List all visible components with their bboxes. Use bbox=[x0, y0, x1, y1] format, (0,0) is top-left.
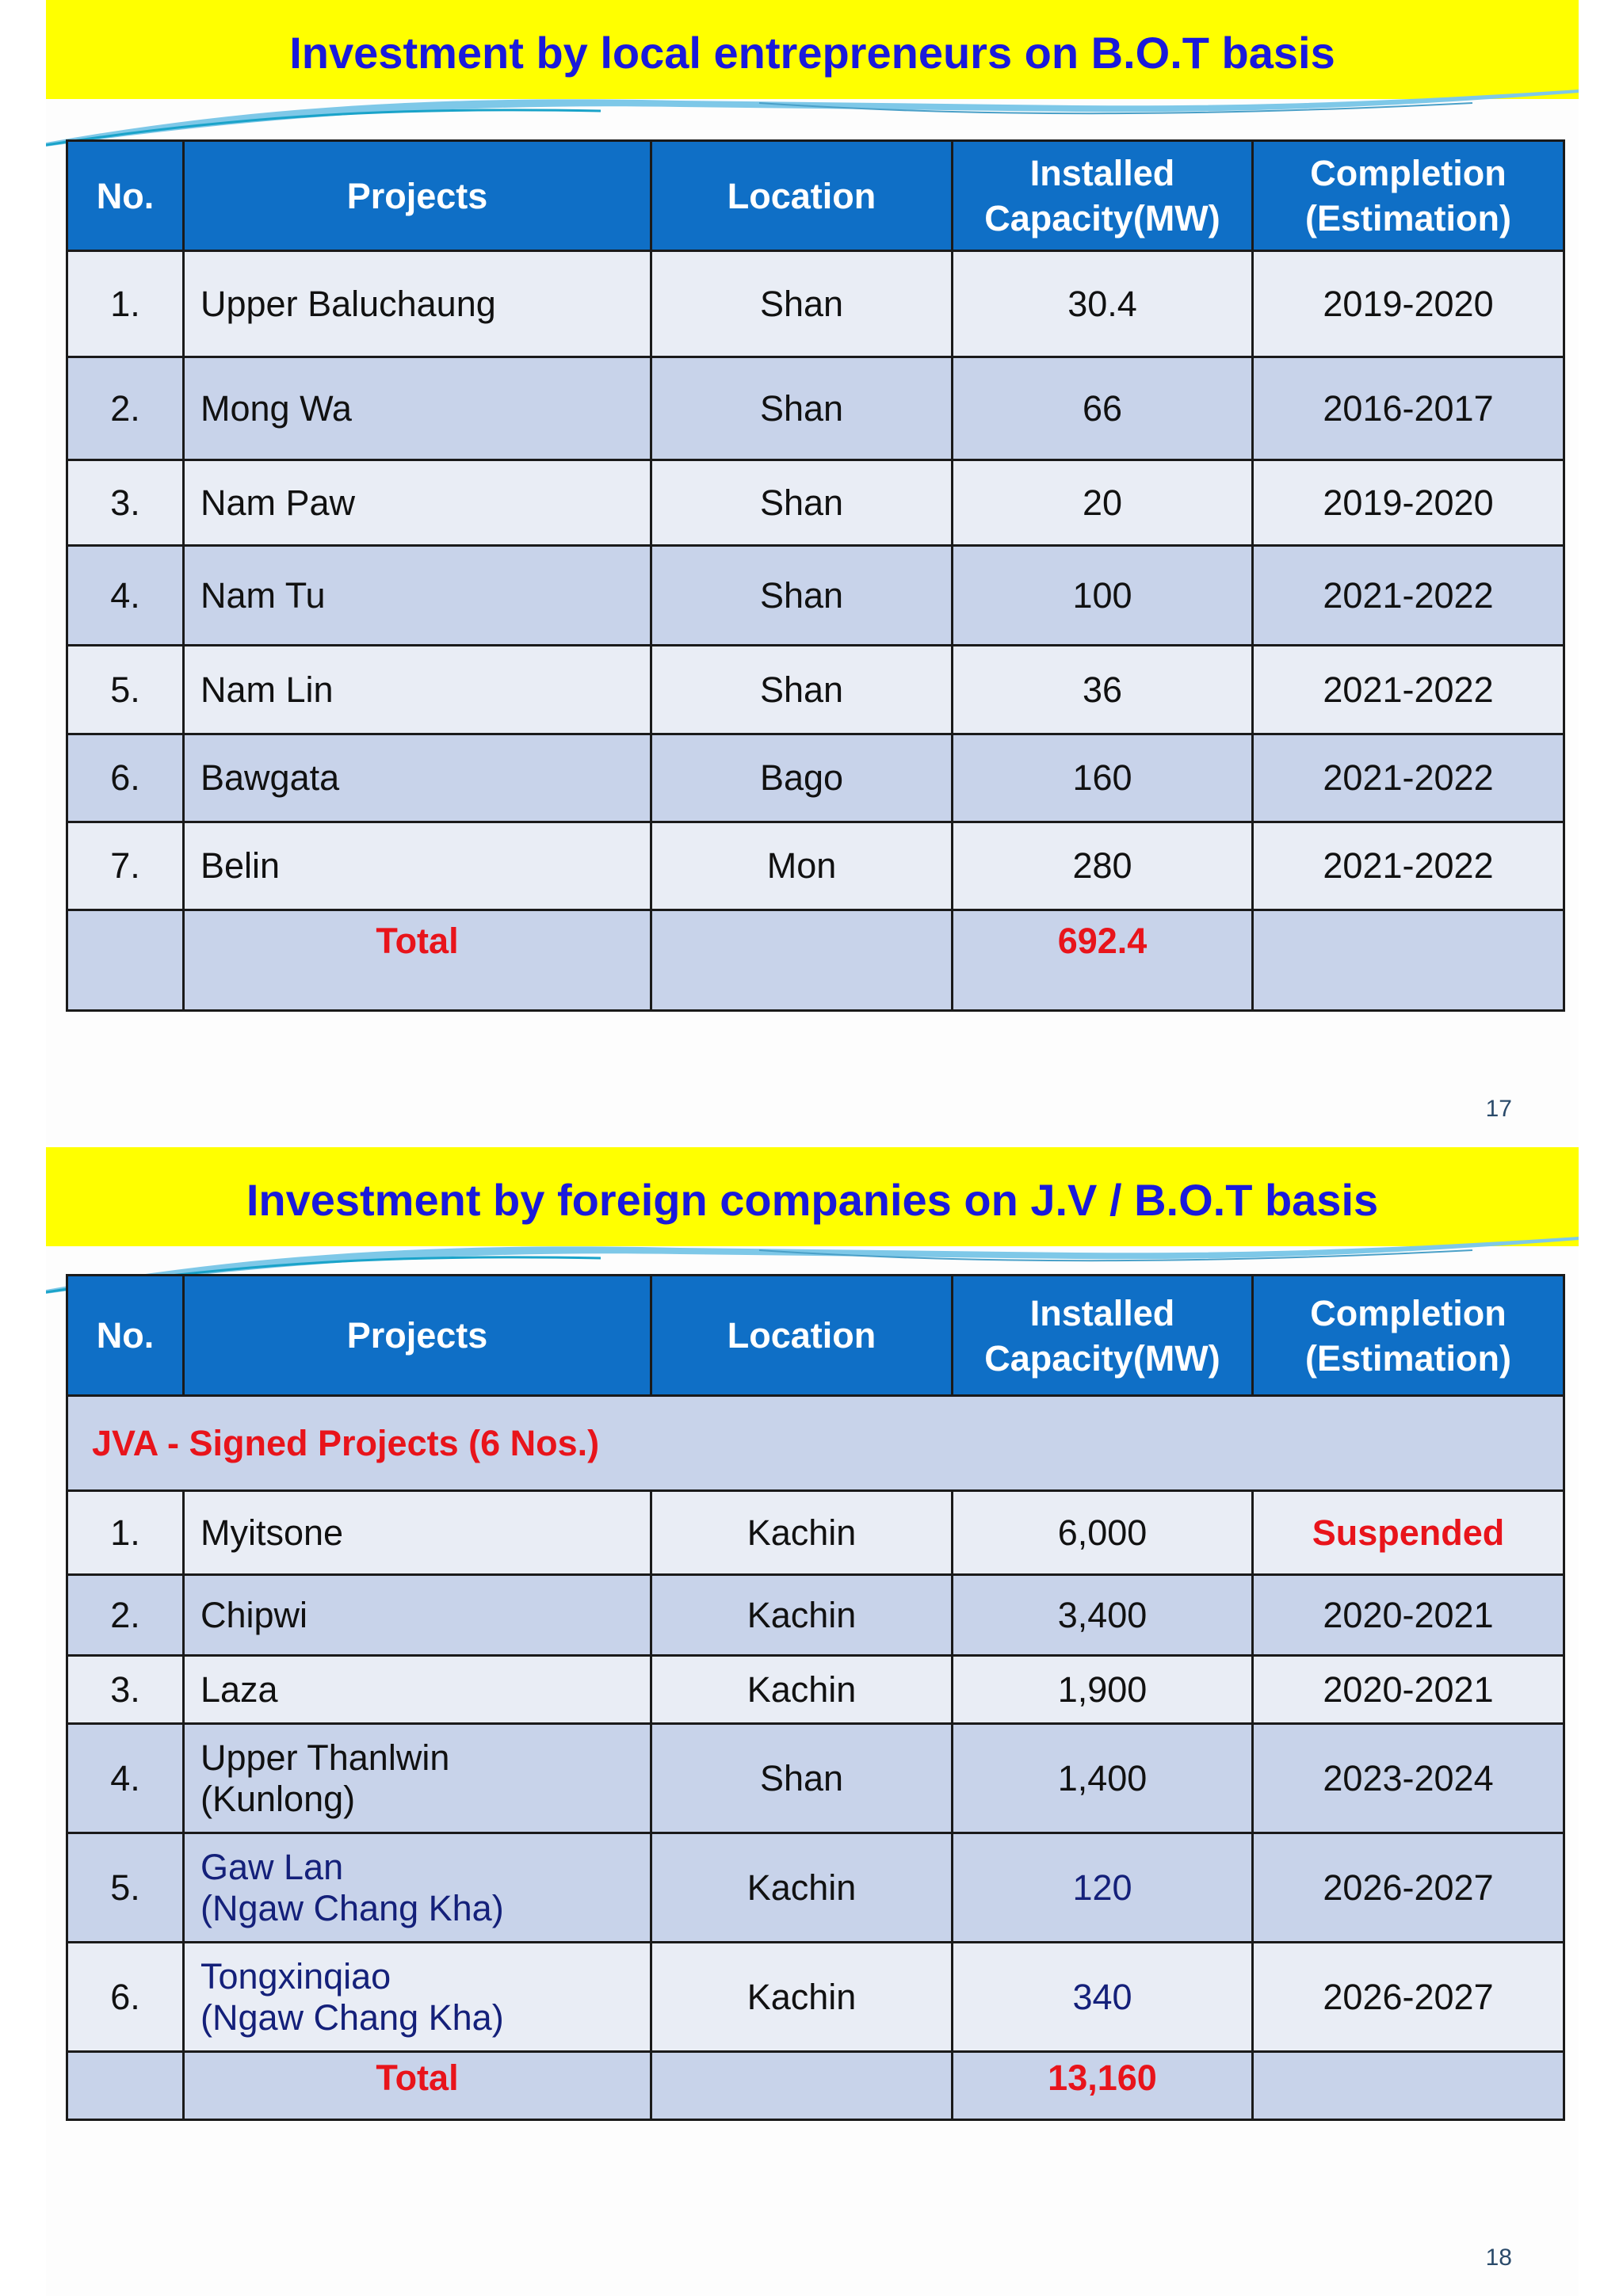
col-header-location: Location bbox=[651, 1276, 953, 1396]
row-completion: 2023-2024 bbox=[1253, 1724, 1564, 1833]
row-completion: 2021-2022 bbox=[1253, 822, 1564, 910]
row-completion: 2020-2021 bbox=[1253, 1575, 1564, 1656]
total-row bbox=[67, 2052, 1564, 2120]
table-row bbox=[67, 460, 1564, 546]
total-no-cell bbox=[67, 2052, 184, 2120]
row-location: Kachin bbox=[651, 1833, 953, 1943]
row-location: Kachin bbox=[651, 1575, 953, 1656]
table-row bbox=[67, 1943, 1564, 2052]
row-location: Mon bbox=[651, 822, 953, 910]
row-project: Myitsone bbox=[184, 1491, 651, 1575]
row-capacity: 280 bbox=[953, 822, 1253, 910]
row-no: 5. bbox=[67, 1833, 184, 1943]
row-capacity: 30.4 bbox=[953, 251, 1253, 357]
col-header-capacity: Installed Capacity(MW) bbox=[953, 141, 1253, 251]
table-header-row bbox=[67, 141, 1564, 251]
row-completion: 2021-2022 bbox=[1253, 646, 1564, 734]
row-location: Shan bbox=[651, 546, 953, 646]
group-row bbox=[67, 1396, 1564, 1491]
slide-title: Investment by foreign companies on J.V / B.O.T basis bbox=[246, 1175, 1379, 1225]
table-row bbox=[67, 1575, 1564, 1656]
row-location: Shan bbox=[651, 460, 953, 546]
row-location: Bago bbox=[651, 734, 953, 822]
row-no: 3. bbox=[67, 1656, 184, 1724]
row-capacity: 160 bbox=[953, 734, 1253, 822]
row-no: 6. bbox=[67, 734, 184, 822]
row-project: Mong Wa bbox=[184, 357, 651, 460]
row-no: 5. bbox=[67, 646, 184, 734]
row-capacity: 3,400 bbox=[953, 1575, 1253, 1656]
row-project: Laza bbox=[184, 1656, 651, 1724]
row-capacity: 66 bbox=[953, 357, 1253, 460]
row-location: Kachin bbox=[651, 1491, 953, 1575]
table-row bbox=[67, 357, 1564, 460]
table-row bbox=[67, 822, 1564, 910]
total-location-cell bbox=[651, 2052, 953, 2120]
total-value: 13,160 bbox=[953, 2052, 1253, 2120]
row-location: Shan bbox=[651, 251, 953, 357]
row-project: Nam Tu bbox=[184, 546, 651, 646]
table-header-row bbox=[67, 1276, 1564, 1396]
row-no: 2. bbox=[67, 357, 184, 460]
col-header-no: No. bbox=[67, 141, 184, 251]
table-row bbox=[67, 734, 1564, 822]
row-no: 2. bbox=[67, 1575, 184, 1656]
row-capacity: 36 bbox=[953, 646, 1253, 734]
page-number: 17 bbox=[1485, 1096, 1512, 1122]
row-completion: 2021-2022 bbox=[1253, 546, 1564, 646]
slide-17 bbox=[46, 0, 1579, 1145]
row-project bbox=[184, 1943, 651, 2052]
row-completion: 2019-2020 bbox=[1253, 251, 1564, 357]
row-location: Shan bbox=[651, 1724, 953, 1833]
row-no: 1. bbox=[67, 1491, 184, 1575]
row-capacity: 100 bbox=[953, 546, 1253, 646]
row-no: 6. bbox=[67, 1943, 184, 2052]
col-header-capacity: Installed Capacity(MW) bbox=[953, 1276, 1253, 1396]
row-completion: 2026-2027 bbox=[1253, 1943, 1564, 2052]
col-header-no: No. bbox=[67, 1276, 184, 1396]
col-header-projects: Projects bbox=[184, 141, 651, 251]
local-bot-table bbox=[66, 139, 1565, 1012]
project-name: Tongxinqiao bbox=[200, 1955, 391, 1997]
row-capacity: 1,400 bbox=[953, 1724, 1253, 1833]
col-header-completion: Completion (Estimation) bbox=[1253, 1276, 1564, 1396]
row-project bbox=[184, 1833, 651, 1943]
foreign-jv-table bbox=[66, 1274, 1565, 2121]
total-location-cell bbox=[651, 910, 953, 1011]
row-completion-status: Suspended bbox=[1253, 1491, 1564, 1575]
row-project: Chipwi bbox=[184, 1575, 651, 1656]
row-completion: 2026-2027 bbox=[1253, 1833, 1564, 1943]
table-row bbox=[67, 251, 1564, 357]
project-subname: (Kunlong) bbox=[200, 1778, 356, 1819]
row-no: 7. bbox=[67, 822, 184, 910]
row-project: Nam Paw bbox=[184, 460, 651, 546]
row-no: 3. bbox=[67, 460, 184, 546]
slide-18 bbox=[46, 1147, 1579, 2296]
row-project: Nam Lin bbox=[184, 646, 651, 734]
row-location: Kachin bbox=[651, 1943, 953, 2052]
col-header-location: Location bbox=[651, 141, 953, 251]
group-label: JVA - Signed Projects (6 Nos.) bbox=[67, 1396, 1564, 1491]
total-no-cell bbox=[67, 910, 184, 1011]
row-project: Upper Baluchaung bbox=[184, 251, 651, 357]
project-subname: (Ngaw Chang Kha) bbox=[200, 1887, 504, 1928]
row-capacity: 340 bbox=[953, 1943, 1253, 2052]
project-subname: (Ngaw Chang Kha) bbox=[200, 1997, 504, 2038]
total-value: 692.4 bbox=[953, 910, 1253, 1011]
row-project bbox=[184, 1724, 651, 1833]
table-row bbox=[67, 1833, 1564, 1943]
total-row bbox=[67, 910, 1564, 1011]
col-header-projects: Projects bbox=[184, 1276, 651, 1396]
col-header-completion: Completion (Estimation) bbox=[1253, 141, 1564, 251]
total-completion-cell bbox=[1253, 2052, 1564, 2120]
total-label: Total bbox=[184, 910, 651, 1011]
decorative-swoosh bbox=[46, 83, 1579, 147]
row-completion: 2020-2021 bbox=[1253, 1656, 1564, 1724]
row-no: 1. bbox=[67, 251, 184, 357]
row-no: 4. bbox=[67, 1724, 184, 1833]
row-no: 4. bbox=[67, 546, 184, 646]
row-location: Kachin bbox=[651, 1656, 953, 1724]
row-capacity: 1,900 bbox=[953, 1656, 1253, 1724]
row-completion: 2019-2020 bbox=[1253, 460, 1564, 546]
slide-title: Investment by local entrepreneurs on B.O.T basis bbox=[289, 28, 1335, 78]
row-location: Shan bbox=[651, 357, 953, 460]
row-capacity: 6,000 bbox=[953, 1491, 1253, 1575]
row-capacity: 20 bbox=[953, 460, 1253, 546]
row-capacity: 120 bbox=[953, 1833, 1253, 1943]
total-completion-cell bbox=[1253, 910, 1564, 1011]
row-location: Shan bbox=[651, 646, 953, 734]
table-row bbox=[67, 1491, 1564, 1575]
row-completion: 2021-2022 bbox=[1253, 734, 1564, 822]
table-row bbox=[67, 646, 1564, 734]
total-label: Total bbox=[184, 2052, 651, 2120]
table-row bbox=[67, 546, 1564, 646]
row-project: Bawgata bbox=[184, 734, 651, 822]
project-name: Upper Thanlwin bbox=[200, 1737, 450, 1778]
row-project: Belin bbox=[184, 822, 651, 910]
table-row bbox=[67, 1724, 1564, 1833]
row-completion: 2016-2017 bbox=[1253, 357, 1564, 460]
page-number: 18 bbox=[1485, 2245, 1512, 2271]
project-name: Gaw Lan bbox=[200, 1846, 344, 1887]
table-row bbox=[67, 1656, 1564, 1724]
